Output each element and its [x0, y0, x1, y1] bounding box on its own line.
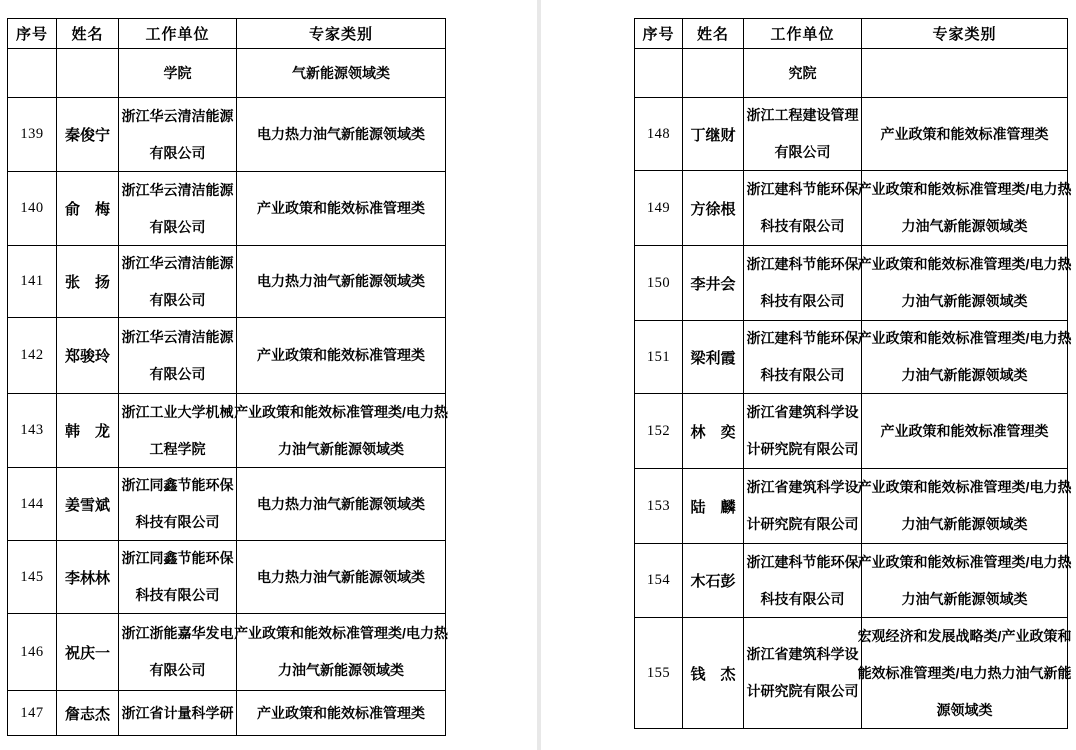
cell-text-line: 有限公司 [149, 291, 206, 308]
cell-text [119, 256, 236, 308]
table-row [8, 98, 446, 172]
table-row [635, 321, 1068, 394]
cell-serial-number [8, 49, 57, 98]
cell-text-line: 浙江建科节能环保 [746, 256, 859, 272]
cell-text [237, 706, 445, 721]
cell-text [857, 627, 1072, 718]
cell-serial-number: 154 [635, 544, 683, 618]
table-row [635, 469, 1068, 544]
cell-serial-number: 152 [635, 394, 683, 469]
cell-text [237, 570, 445, 585]
cell-text-line: 电力热力油气新能源领域类 [257, 568, 425, 585]
cell-serial-number: 149 [635, 171, 683, 246]
cell-text-line: 气新能源领域类 [292, 64, 390, 81]
cell-text [119, 330, 236, 382]
cell-text-line: 产业政策和能效标准管理类 [257, 347, 425, 363]
header-cell: 序号 [8, 19, 57, 49]
table-row [8, 49, 446, 98]
cell-text-line: 产业政策和能效标准管理类/电力热 [857, 479, 1072, 495]
cell-serial-number: 150 [635, 246, 683, 321]
cell-expert-category [862, 49, 1068, 98]
table-row [8, 541, 446, 614]
cell-expert-category [237, 318, 446, 394]
cell-work-unit [744, 49, 862, 98]
cell-text-line: 浙江华云清洁能源 [121, 107, 234, 124]
cell-work-unit [119, 49, 237, 98]
cell-expert-name: 秦俊宁 [57, 98, 119, 172]
header-row [8, 19, 446, 49]
cell-text-line: 浙江省计量科学研 [121, 704, 234, 721]
cell-text-line: 工程学院 [149, 440, 206, 457]
cell-text-line: 科技有限公司 [760, 590, 845, 607]
cell-text-line: 产业政策和能效标准管理类 [257, 200, 425, 216]
cell-text [119, 551, 236, 603]
cell-expert-name: 梁利霞 [683, 321, 744, 394]
cell-expert-category [237, 49, 446, 98]
cell-expert-category [237, 691, 446, 736]
cell-text-line: 产业政策和能效标准管理类 [880, 422, 1049, 439]
header-cell: 专家类别 [862, 19, 1068, 49]
cell-text-line: 电力热力油气新能源领域类 [257, 273, 425, 289]
cell-serial-number: 141 [8, 246, 57, 318]
expert-table-left-page [7, 18, 446, 736]
table-row [635, 171, 1068, 246]
cell-expert-category [857, 321, 1072, 394]
cell-work-unit [119, 468, 237, 541]
cell-expert-name: 钱 杰 [683, 618, 744, 729]
table-row [8, 394, 446, 468]
cell-serial-number: 140 [8, 172, 57, 246]
cell-text-line: 电力热力油气新能源领域类 [257, 495, 425, 512]
cell-text [119, 183, 236, 235]
cell-work-unit [119, 394, 237, 468]
cell-text [857, 256, 1072, 309]
cell-expert-category [857, 246, 1072, 321]
cell-text-line: 产业政策和能效标准管理类/电力热 [234, 403, 448, 420]
cell-expert-name: 祝庆一 [57, 614, 119, 691]
cell-serial-number [635, 49, 683, 98]
cell-expert-category [857, 618, 1072, 729]
cell-text-line: 产业政策和能效标准管理类/电力热 [857, 181, 1072, 197]
cell-expert-name: 俞 梅 [57, 172, 119, 246]
cell-work-unit [744, 321, 862, 394]
cell-text [119, 66, 236, 81]
cell-expert-name: 木石彭 [683, 544, 744, 618]
cell-text [119, 478, 236, 530]
table-row [635, 49, 1068, 98]
cell-text-line: 有限公司 [149, 218, 206, 235]
cell-expert-name: 林 奕 [683, 394, 744, 469]
cell-text-line: 产业政策和能效标准管理类/电力热 [857, 553, 1072, 570]
cell-text-line: 浙江工程建设管理 [746, 107, 859, 123]
cell-serial-number: 145 [8, 541, 57, 614]
cell-expert-category [857, 544, 1072, 618]
cell-text-line: 力油气新能源领域类 [278, 440, 404, 457]
cell-text-line: 浙江同鑫节能环保 [121, 477, 234, 493]
cell-text-line: 力油气新能源领域类 [278, 662, 404, 678]
cell-text-line: 产业政策和能效标准管理类 [880, 125, 1049, 142]
cell-text-line: 力油气新能源领域类 [901, 218, 1028, 234]
cell-expert-category [857, 469, 1072, 544]
cell-text [862, 424, 1067, 439]
cell-work-unit [744, 544, 862, 618]
cell-expert-name: 韩 龙 [57, 394, 119, 468]
cell-text-line: 浙江省建筑科学设 [746, 404, 859, 420]
cell-text-line: 究院 [788, 64, 817, 81]
cell-expert-category [237, 541, 446, 614]
cell-expert-name: 李井会 [683, 246, 744, 321]
cell-expert-name: 方徐根 [683, 171, 744, 246]
cell-text [744, 108, 861, 160]
cell-expert-name: 陆 麟 [683, 469, 744, 544]
cell-text-line: 有限公司 [149, 365, 206, 382]
table-row [635, 394, 1068, 469]
cell-text [744, 555, 861, 607]
cell-text [744, 66, 861, 81]
cell-text-line: 浙江工业大学机械 [121, 403, 234, 420]
cell-text [237, 66, 445, 81]
cell-serial-number: 155 [635, 618, 683, 729]
cell-expert-category [234, 394, 448, 468]
cell-text-line: 浙江华云清洁能源 [121, 181, 234, 198]
cell-text-line: 有限公司 [774, 144, 831, 160]
cell-text-line: 力油气新能源领域类 [901, 516, 1028, 532]
cell-expert-category [237, 98, 446, 172]
cell-serial-number: 147 [8, 691, 57, 736]
cell-text [119, 109, 236, 161]
cell-work-unit [119, 172, 237, 246]
cell-expert-category [862, 394, 1068, 469]
cell-expert-category [237, 246, 446, 318]
cell-expert-name [57, 49, 119, 98]
table-row [8, 318, 446, 394]
cell-text [744, 331, 861, 383]
cell-expert-name: 李林林 [57, 541, 119, 614]
cell-text-line: 力油气新能源领域类 [901, 590, 1028, 607]
header-cell: 专家类别 [237, 19, 446, 49]
header-cell: 姓名 [57, 19, 119, 49]
cell-work-unit [744, 394, 862, 469]
cell-expert-name [683, 49, 744, 98]
cell-text-line: 浙江华云清洁能源 [121, 254, 234, 271]
cell-text-line: 浙江省建筑科学设 [746, 646, 859, 662]
table-row [8, 614, 446, 691]
cell-expert-name: 丁继财 [683, 98, 744, 171]
cell-work-unit [744, 469, 862, 544]
cell-expert-name: 郑骏玲 [57, 318, 119, 394]
cell-text-line: 浙江建科节能环保 [746, 330, 859, 346]
cell-text [237, 127, 445, 142]
cell-text-line: 浙江省建筑科学设 [746, 479, 859, 495]
cell-work-unit [119, 691, 237, 736]
header-cell: 工作单位 [119, 19, 237, 49]
cell-text [744, 647, 861, 699]
cell-serial-number: 143 [8, 394, 57, 468]
cell-serial-number: 153 [635, 469, 683, 544]
header-cell: 工作单位 [744, 19, 862, 49]
cell-text-line: 宏观经济和发展战略类/产业政策和 [857, 627, 1072, 644]
cell-text-line: 产业政策和能效标准管理类/电力热 [857, 330, 1072, 346]
cell-work-unit [119, 318, 237, 394]
cell-text [237, 348, 445, 363]
table-row [8, 172, 446, 246]
cell-text [744, 480, 861, 532]
cell-work-unit [119, 541, 237, 614]
cell-serial-number: 148 [635, 98, 683, 171]
cell-text [862, 127, 1067, 142]
cell-expert-name: 张 扬 [57, 246, 119, 318]
cell-work-unit [119, 614, 237, 691]
cell-text-line: 计研究院有限公司 [746, 683, 859, 699]
cell-text-line: 浙江建科节能环保 [746, 181, 859, 197]
cell-text [234, 403, 448, 457]
cell-work-unit [744, 618, 862, 729]
cell-text [857, 330, 1072, 383]
header-cell: 姓名 [683, 19, 744, 49]
cell-expert-category [234, 614, 448, 691]
cell-text-line: 产业政策和能效标准管理类/电力热 [857, 256, 1072, 272]
cell-text-line: 科技有限公司 [135, 587, 220, 603]
cell-text [857, 479, 1072, 532]
cell-expert-name: 姜雪斌 [57, 468, 119, 541]
table-row [635, 618, 1068, 729]
cell-text-line: 计研究院有限公司 [746, 516, 859, 532]
table-row [8, 468, 446, 541]
cell-text-line: 科技有限公司 [760, 218, 845, 234]
cell-text [744, 405, 861, 457]
table-row [635, 246, 1068, 321]
page-separator [537, 0, 541, 750]
cell-text [857, 553, 1072, 607]
cell-text [744, 257, 861, 309]
cell-text-line: 浙江同鑫节能环保 [121, 550, 234, 566]
cell-text [119, 405, 236, 457]
cell-text-line: 能效标准管理类/电力热力油气新能 [857, 664, 1072, 681]
cell-text-line: 产业政策和能效标准管理类/电力热 [234, 625, 448, 641]
cell-text [237, 274, 445, 289]
table-row [8, 246, 446, 318]
cell-text [237, 497, 445, 512]
cell-text-line: 学院 [163, 64, 192, 81]
cell-text-line: 源领域类 [936, 701, 993, 718]
cell-text-line: 浙江浙能嘉华发电 [121, 625, 234, 641]
table-row [635, 98, 1068, 171]
cell-text-line: 科技有限公司 [760, 367, 845, 383]
cell-text-line: 电力热力油气新能源领域类 [257, 126, 425, 142]
cell-text [119, 706, 236, 721]
cell-expert-category [237, 468, 446, 541]
cell-serial-number: 151 [635, 321, 683, 394]
cell-work-unit [744, 98, 862, 171]
cell-work-unit [119, 246, 237, 318]
cell-text-line: 计研究院有限公司 [746, 441, 859, 457]
cell-text-line: 浙江建科节能环保 [746, 553, 859, 570]
cell-text [119, 626, 236, 678]
cell-text-line: 力油气新能源领域类 [901, 367, 1028, 383]
header-row [635, 19, 1068, 49]
header-cell: 序号 [635, 19, 683, 49]
cell-expert-name: 詹志杰 [57, 691, 119, 736]
cell-text-line: 有限公司 [149, 144, 206, 161]
cell-work-unit [744, 171, 862, 246]
cell-serial-number: 142 [8, 318, 57, 394]
cell-serial-number: 144 [8, 468, 57, 541]
cell-text-line: 有限公司 [149, 662, 206, 678]
cell-text [234, 625, 448, 678]
cell-text-line: 科技有限公司 [135, 514, 220, 530]
cell-text-line: 产业政策和能效标准管理类 [257, 704, 425, 721]
cell-work-unit [744, 246, 862, 321]
cell-expert-category [857, 171, 1072, 246]
table-row [635, 544, 1068, 618]
cell-text-line: 科技有限公司 [760, 293, 845, 309]
cell-expert-category [237, 172, 446, 246]
cell-expert-category [862, 98, 1068, 171]
cell-serial-number: 139 [8, 98, 57, 172]
cell-text [744, 182, 861, 234]
cell-text-line: 力油气新能源领域类 [901, 293, 1028, 309]
cell-serial-number: 146 [8, 614, 57, 691]
cell-text [237, 201, 445, 216]
cell-text-line: 浙江华云清洁能源 [121, 328, 234, 345]
expert-table-right-page [634, 18, 1072, 729]
table-row [8, 691, 446, 736]
cell-work-unit [119, 98, 237, 172]
cell-text [857, 181, 1072, 234]
